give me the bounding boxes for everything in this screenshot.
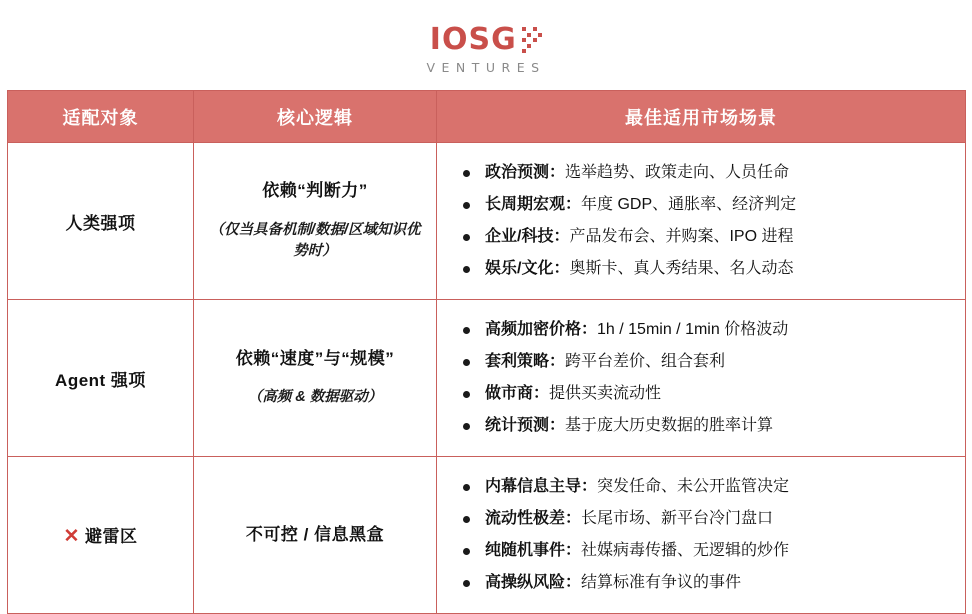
list-item [459,225,955,249]
scene-lead: 政治预测： [485,164,566,181]
row-scenes-cell [437,300,966,457]
scene-lead: 长周期宏观： [485,196,582,213]
list-item [459,318,955,342]
category-label: Agent 强项 [55,370,146,390]
scene-detail: 1h / 15min / 1min 价格波动 [597,321,789,338]
scene-detail: 跨平台差价、组合套利 [565,353,726,370]
row-scenes-cell [437,457,966,614]
x-mark-icon: ✕ [63,526,80,547]
scene-lead: 做市商： [485,385,550,402]
row-category-cell [8,143,194,300]
logo-pixel-decoration-icon [522,27,543,53]
logic-note-text: （仅当具备机制/数据/区域知识优势时） [209,221,421,260]
table-row [8,143,966,300]
row-logic-cell [194,143,437,300]
logic-main-text: 依赖“速度”与“规模” [235,348,395,368]
logo-subtitle: VENTURES [426,60,546,75]
brand-logo [0,0,972,90]
row-logic-cell [194,457,437,614]
scene-detail: 基于庞大历史数据的胜率计算 [565,417,774,434]
list-item [459,161,955,185]
row-logic-cell [194,300,437,457]
list-item [459,382,955,406]
scene-lead: 娱乐/文化： [485,260,570,277]
scene-lead: 高频加密价格： [485,321,598,338]
strategy-matrix-table [7,90,966,614]
scene-lead: 流动性极差： [485,510,582,527]
scene-detail: 突发任命、未公开监管决定 [597,478,790,495]
list-item [459,193,955,217]
scene-list [459,475,955,595]
table-header-row [8,91,966,143]
logo-wordmark: IOSG [429,22,517,57]
column-header-scenes: 最佳适用市场场景 [437,91,966,143]
scene-list [459,161,955,281]
scene-lead: 套利策略： [485,353,566,370]
scene-detail: 年度 GDP、通胀率、经济判定 [581,196,797,213]
list-item [459,507,955,531]
logic-note-text: （高频 & 数据驱动） [247,389,383,406]
scene-lead: 企业/科技： [485,228,570,245]
logic-main-text: 依赖“判断力” [262,180,368,200]
scene-detail: 产品发布会、并购案、IPO 进程 [569,228,794,245]
scene-lead: 内幕信息主导： [485,478,598,495]
scene-list [459,318,955,438]
category-label: 人类强项 [65,213,136,233]
table-row [8,457,966,614]
scene-lead: 高操纵风险： [485,574,582,591]
scene-detail: 社媒病毒传播、无逻辑的炒作 [581,542,790,559]
scene-detail: 提供买卖流动性 [549,385,662,402]
scene-detail: 选举趋势、政策走向、人员任命 [565,164,790,181]
list-item [459,414,955,438]
category-label: 避雷区 [84,527,138,546]
list-item [459,257,955,281]
logo-mark [430,21,542,55]
row-category-cell [8,300,194,457]
scene-detail: 长尾市场、新平台冷门盘口 [581,510,774,527]
table-row [8,300,966,457]
list-item [459,571,955,595]
logic-main-text: 不可控 / 信息黑盒 [245,524,385,544]
scene-lead: 统计预测： [485,417,566,434]
list-item [459,539,955,563]
list-item [459,475,955,499]
scene-lead: 纯随机事件： [485,542,582,559]
row-scenes-cell [437,143,966,300]
scene-detail: 奥斯卡、真人秀结果、名人动态 [569,260,794,277]
column-header-category: 适配对象 [8,91,194,143]
list-item [459,350,955,374]
column-header-logic: 核心逻辑 [194,91,437,143]
row-category-cell [8,457,194,614]
scene-detail: 结算标准有争议的事件 [581,574,742,591]
